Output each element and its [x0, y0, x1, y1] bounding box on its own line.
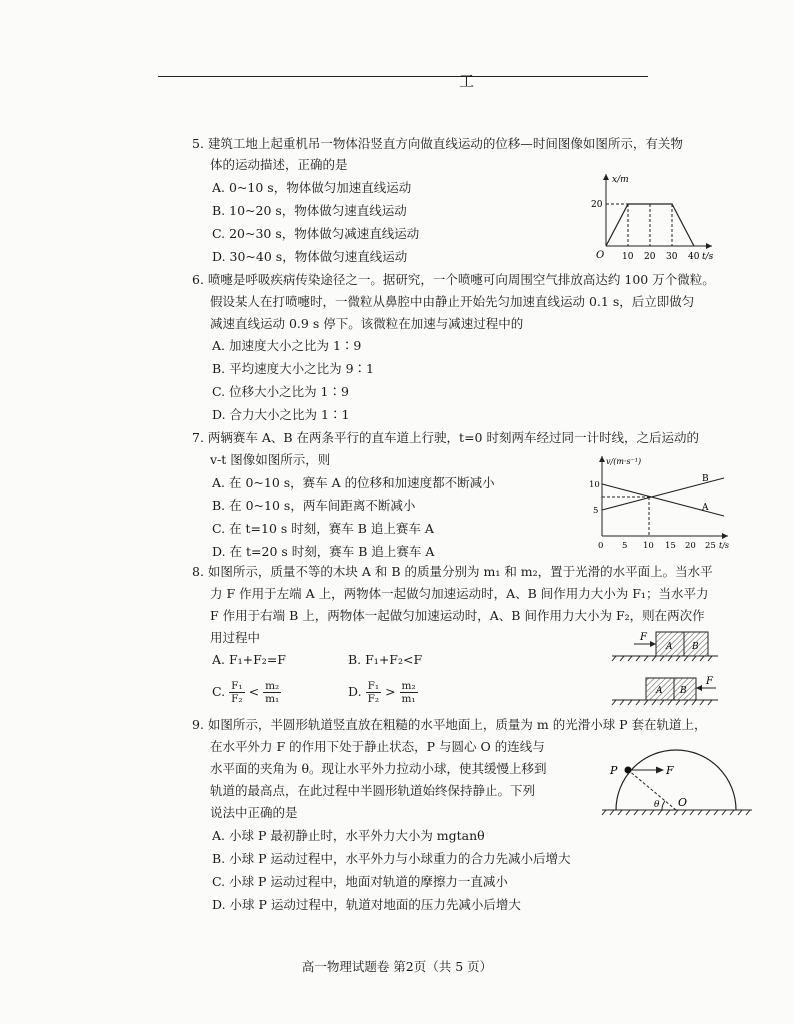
- q9-stem-line-3: 水平面的夹角为 θ。现让水平外力拉动小球，使其缓慢上移到: [210, 761, 547, 776]
- q8-option-c-operator: <: [248, 684, 260, 699]
- q8-option-c-mass-ratio: [263, 680, 281, 705]
- q7-graph-ytick: 10: [589, 480, 600, 490]
- q9-option-d: D. 小球 P 运动过程中，轨道对地面的压力先减小后增大: [212, 897, 521, 912]
- q6-option-a: A. 加速度大小之比为 1∶9: [212, 338, 362, 353]
- q6-stem-line-1: 6. 喷嚏是呼吸疾病传染途径之一。据研究，一个喷嚏可向周围空气排放高达约 100 万个微粒。: [192, 272, 715, 287]
- q7-graph-xtick: 20: [685, 541, 696, 551]
- q9-force-label: F: [666, 764, 674, 777]
- q9-option-a: A. 小球 P 最初静止时，水平外力大小为 mgtanθ: [212, 828, 485, 843]
- q5-option-a: A. 0~10 s，物体做匀加速直线运动: [212, 180, 412, 195]
- q8-block-b-label: B: [680, 686, 687, 696]
- q5-graph-ytick: 20: [591, 200, 603, 210]
- header-mark: 工: [459, 72, 475, 90]
- q7-graph-origin: 0: [598, 541, 604, 551]
- q7-option-c: C. 在 t=10 s 时刻，赛车 B 追上赛车 A: [212, 521, 434, 536]
- q8-block-a-label: A: [656, 686, 663, 696]
- q5-stem-line-2: 体的运动描述，正确的是: [210, 157, 348, 172]
- q8-force-label: F: [706, 676, 713, 687]
- fraction-denominator: m₁: [401, 692, 416, 705]
- fraction-denominator: F₂: [367, 692, 380, 705]
- q6-stem-line-3: 减速直线运动 0.9 s 停下。该微粒在加速与减速过程中的: [210, 316, 524, 331]
- q8-block-b-label: B: [692, 642, 699, 652]
- fraction-denominator: F₂: [231, 692, 243, 705]
- q8-force-label: F: [640, 632, 647, 643]
- q9-angle-label: θ: [654, 800, 660, 810]
- q8-option-a: A. F₁+F₂=F: [212, 652, 286, 667]
- q8-option-c: [212, 674, 281, 710]
- fraction-denominator: m₁: [265, 692, 280, 705]
- q7-option-b: B. 在 0~10 s，两车间距离不断减小: [212, 498, 416, 513]
- q7-option-d: D. 在 t=20 s 时刻，赛车 B 追上赛车 A: [212, 544, 435, 559]
- q9-option-b: B. 小球 P 运动过程中，水平外力与小球重力的合力先减小后增大: [212, 851, 571, 866]
- q7-graph-series-a: A: [702, 503, 709, 513]
- q5-graph-xtick: 30: [666, 252, 678, 262]
- q6-option-b: B. 平均速度大小之比为 9∶1: [212, 361, 375, 376]
- q7-graph-xlabel: t/s: [719, 541, 730, 550]
- q7-graph-xtick: 15: [665, 541, 676, 551]
- q7-graph-ytick: 5: [593, 506, 599, 516]
- q7-graph-xtick: 5: [622, 541, 628, 551]
- fraction-numerator: m₂: [265, 679, 280, 692]
- q8-blocks-figure: [610, 626, 722, 710]
- q6-option-c: C. 位移大小之比为 1∶9: [212, 384, 349, 399]
- q7-graph-ylabel: v/(m·s⁻¹): [606, 457, 642, 466]
- q8-option-c-label: C.: [212, 684, 226, 699]
- q7-stem-line-1: 7. 两辆赛车 A、B 在两条平行的直车道上行驶，t=0 时刻两车经过同一计时线，之后运动的: [192, 430, 699, 445]
- q9-stem-line-1: 9. 如图所示，半圆形轨道竖直放在粗糙的水平地面上，质量为 m 的光滑小球 P 套在轨道上，: [192, 717, 707, 732]
- q8-stem-line-3: F 作用于右端 B 上，两物体一起做匀加速运动时，A、B 间作用力大小为 F₂，则在两次作: [210, 608, 705, 623]
- q9-option-c: C. 小球 P 运动过程中，地面对轨道的摩擦力一直减小: [212, 874, 508, 889]
- q7-graph-series-b: B: [702, 474, 709, 484]
- q9-stem-line-5: 说法中正确的是: [210, 805, 298, 820]
- q8-option-d-operator: >: [385, 684, 396, 699]
- header-rule: [158, 76, 648, 77]
- fraction-numerator: m₂: [401, 679, 416, 692]
- q9-point-label: P: [610, 764, 618, 777]
- q5-option-c: C. 20~30 s，物体做匀减速直线运动: [212, 226, 420, 241]
- q7-stem-line-2: v-t 图像如图所示，则: [210, 452, 331, 467]
- q8-option-d-mass-ratio: [400, 680, 418, 705]
- fraction-numerator: F₁: [367, 679, 380, 692]
- q7-option-a: A. 在 0~10 s，赛车 A 的位移和加速度都不断减小: [212, 475, 495, 490]
- q5-graph-ylabel: x/m: [612, 175, 629, 185]
- q9-semicircle-track-figure: [598, 744, 758, 824]
- q8-option-d: [348, 674, 418, 710]
- q6-option-d: D. 合力大小之比为 1∶1: [212, 407, 350, 422]
- ball-p: [625, 767, 632, 774]
- q8-stem-line-4: 用过程中: [210, 630, 261, 645]
- q6-stem-line-2: 假设某人在打喷嚏时，一微粒从鼻腔中由静止开始先匀加速直线运动 0.1 s，后立即做匀: [210, 294, 695, 309]
- q5-displacement-time-graph: [588, 170, 718, 266]
- q5-graph-xtick: 40: [688, 252, 700, 262]
- fraction-numerator: F₁: [231, 679, 243, 692]
- q7-graph-xtick: 10: [643, 541, 654, 551]
- q5-graph-xlabel: t/s: [702, 252, 714, 262]
- page-footer: 高一物理试题卷 第2页（共 5 页）: [301, 959, 493, 974]
- q5-option-b: B. 10~20 s，物体做匀速直线运动: [212, 203, 407, 218]
- q7-velocity-time-graph: [586, 452, 734, 556]
- q5-stem-line-1: 5. 建筑工地上起重机吊一物体沿竖直方向做直线运动的位移—时间图像如图所示，有关物: [192, 136, 683, 151]
- q5-graph-xtick: 20: [644, 252, 656, 262]
- q5-graph-xtick: 10: [622, 252, 634, 262]
- q7-graph-xtick: 25: [705, 541, 716, 551]
- q9-stem-line-2: 在水平外力 F 的作用下处于静止状态，P 与圆心 O 的连线与: [210, 739, 545, 754]
- q8-stem-line-1: 8. 如图所示，质量不等的木块 A 和 B 的质量分别为 m₁ 和 m₂，置于光滑的水平面上。当水平: [192, 564, 713, 579]
- q5-graph-origin: O: [596, 250, 605, 261]
- q8-option-d-force-ratio: [366, 680, 382, 705]
- q9-stem-line-4: 轨道的最高点，在此过程中半圆形轨道始终保持静止。下列: [210, 783, 536, 798]
- q8-option-b: B. F₁+F₂<F: [348, 652, 423, 667]
- q8-option-c-force-ratio: [229, 680, 245, 705]
- q9-center-label: O: [678, 796, 688, 809]
- q8-stem-line-2: 力 F 作用于左端 A 上，两物体一起做匀加速运动时，A、B 间作用力大小为 F₁；当水平力: [210, 586, 709, 601]
- q5-option-d: D. 30~40 s，物体做匀速直线运动: [212, 249, 408, 264]
- q8-block-a-label: A: [666, 642, 673, 652]
- q8-option-d-label: D.: [348, 684, 362, 699]
